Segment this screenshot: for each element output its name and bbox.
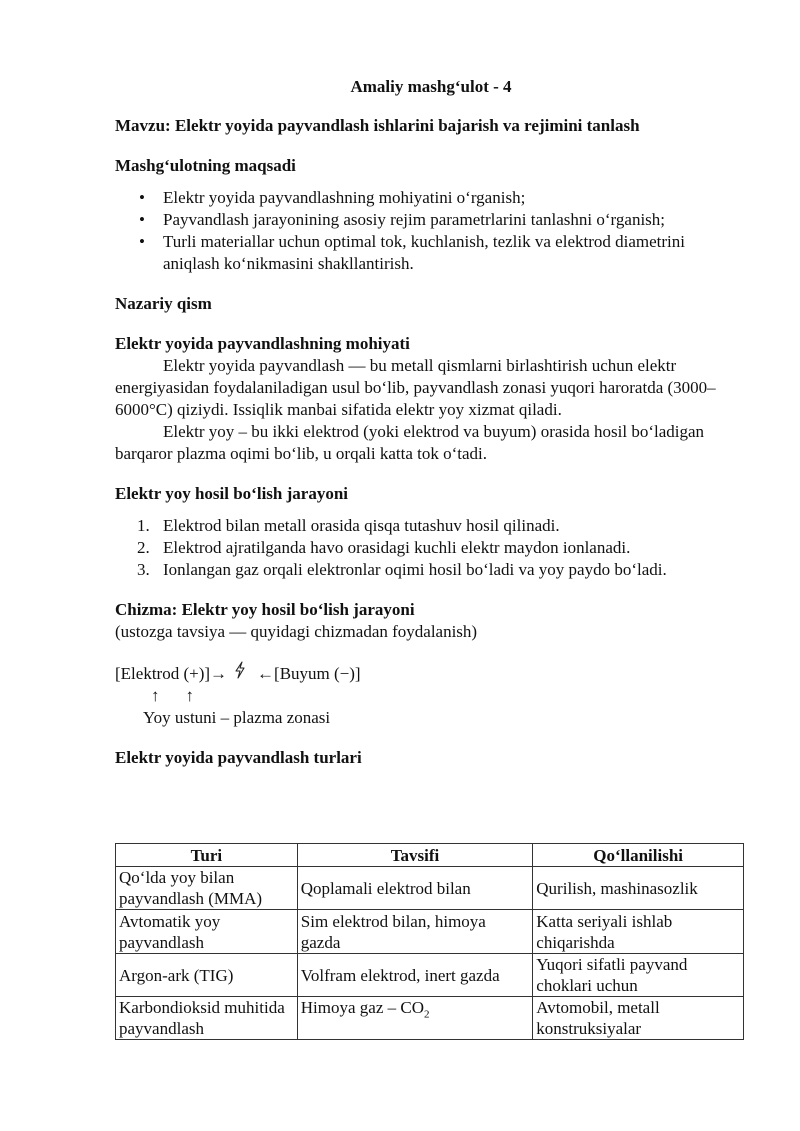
- diagram-heading: Chizma: Elektr yoy hosil bo‘lish jarayoni: [115, 600, 415, 619]
- column-header: Turi: [116, 844, 298, 867]
- topic-heading: Mavzu: Elektr yoyida payvandlash ishlarini bajarish va rejimini tanlash: [115, 116, 640, 135]
- up-arrow: ↑: [151, 686, 160, 705]
- description-cell: [297, 997, 533, 1040]
- table-header-row: [116, 844, 744, 867]
- usage-cell: Katta seriyali ishlab chiqarishda: [533, 910, 744, 954]
- document-body: [115, 76, 743, 769]
- step-number: 2.: [137, 538, 150, 557]
- process-steps: [115, 515, 743, 581]
- step-item: [115, 537, 743, 559]
- goal-item: • Turli materiallar uchun optimal tok, kuchlanish, tezlik va elektrod diametrini aniqlash ko‘nikmasini shakllantirish.: [115, 231, 743, 275]
- arrow-left: ←: [257, 664, 275, 683]
- goal-item: • Elektr yoyida payvandlashning mohiyatini o‘rganish;: [115, 187, 743, 209]
- lightning-icon: [233, 661, 247, 679]
- essence-heading: Elektr yoyida payvandlashning mohiyati: [115, 334, 410, 353]
- theory-heading: Nazariy qism: [115, 294, 212, 313]
- table-row: [116, 954, 744, 997]
- step-item: [115, 559, 743, 581]
- table-row: [116, 997, 744, 1040]
- usage-cell: Yuqori sifatli payvand choklari uchun: [533, 954, 744, 997]
- arrow-right: →: [210, 664, 228, 683]
- goal-list: [115, 187, 743, 275]
- goal-item: • Payvandlash jarayonining asosiy rejim parametrlarini tanlashni o‘rganish;: [115, 209, 743, 231]
- workpiece-label: [Buyum (−)]: [274, 664, 361, 683]
- up-arrow: ↑: [185, 686, 194, 705]
- type-cell: Qo‘lda yoy bilan payvandlash (MMA): [116, 867, 298, 910]
- paragraph: Elektr yoyida payvandlash — bu metall qismlarni birlashtirish uchun elektr energiyasidan foydalaniladigan usul bo‘lib, payvandlash zonasi yuqori haroratda (3000–6000°C) qiziydi. Issiqlik manbai sifatida elektr yoy xizmat qiladi.: [115, 356, 716, 419]
- column-header: Qo‘llanilishi: [533, 844, 744, 867]
- step-text: Elektrod ajratilganda havo orasidagi kuchli elektr maydon ionlanadi.: [163, 538, 631, 557]
- types-heading: Elektr yoyida payvandlash turlari: [115, 748, 362, 767]
- type-cell: Karbondioksid muhitida payvandlash: [116, 997, 298, 1040]
- description-cell: Volfram elektrod, inert gazda: [297, 954, 533, 997]
- step-number: 1.: [137, 516, 150, 535]
- step-text: Ionlangan gaz orqali elektronlar oqimi hosil bo‘ladi va yoy paydo bo‘ladi.: [163, 560, 667, 579]
- type-cell: Argon-ark (TIG): [116, 954, 298, 997]
- subscript: 2: [424, 1008, 430, 1021]
- welding-types-table: [115, 843, 744, 1040]
- description-cell: Sim elektrod bilan, himoya gazda: [297, 910, 533, 954]
- step-text: Elektrod bilan metall orasida qisqa tutashuv hosil qilinadi.: [163, 516, 560, 535]
- plasma-zone-label: Yoy ustuni – plazma zonasi: [143, 708, 331, 727]
- arc-diagram: [115, 661, 743, 729]
- table-row: [116, 867, 744, 910]
- electrode-label: [Elektrod (+)]: [115, 664, 211, 683]
- description-cell: Qoplamali elektrod bilan: [297, 867, 533, 910]
- document-title: Amaliy mashg‘ulot - 4: [350, 77, 512, 96]
- table-row: [116, 910, 744, 954]
- column-header: Tavsifi: [297, 844, 533, 867]
- diagram-line: [115, 661, 743, 685]
- type-cell: Avtomatik yoy payvandlash: [116, 910, 298, 954]
- usage-cell: Qurilish, mashinasozlik: [533, 867, 744, 910]
- description-text: Himoya gaz – CO: [300, 998, 424, 1017]
- goal-heading: Mashg‘ulotning maqsadi: [115, 156, 296, 175]
- up-arrows: [115, 685, 743, 707]
- process-heading: Elektr yoy hosil bo‘lish jarayoni: [115, 484, 348, 503]
- diagram-note: (ustozga tavsiya — quyidagi chizmadan foydalanish): [115, 622, 478, 641]
- usage-cell: Avtomobil, metall konstruksiyalar: [533, 997, 744, 1040]
- paragraph: Elektr yoy – bu ikki elektrod (yoki elektrod va buyum) orasida hosil bo‘ladigan barqaror plazma oqimi bo‘lib, u orqali katta tok o‘tadi.: [115, 422, 705, 463]
- step-number: 3.: [137, 560, 150, 579]
- step-item: [115, 515, 743, 537]
